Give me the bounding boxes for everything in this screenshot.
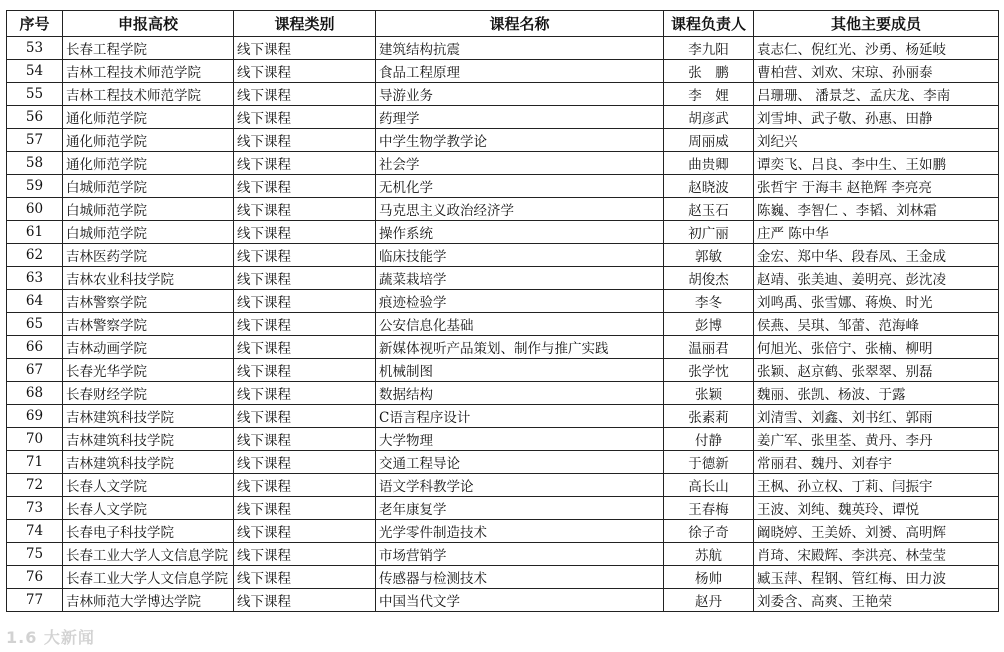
school-cell: 吉林医药学院 — [63, 244, 234, 267]
course-name-cell: 无机化学 — [376, 175, 664, 198]
table-row — [7, 129, 999, 152]
category-cell: 线下课程 — [234, 543, 376, 566]
table-row — [7, 313, 999, 336]
table-row — [7, 37, 999, 60]
members-cell: 曹柏营、刘欢、宋琼、孙丽泰 — [754, 60, 999, 83]
school-cell: 长春工程学院 — [63, 37, 234, 60]
table-body — [7, 37, 999, 612]
members-cell: 常丽君、魏丹、刘春宇 — [754, 451, 999, 474]
lead-cell: 张颖 — [664, 382, 754, 405]
course-name-cell: 市场营销学 — [376, 543, 664, 566]
table-row — [7, 589, 999, 612]
school-cell: 吉林工程技术师范学院 — [63, 60, 234, 83]
course-name-cell: 中国当代文学 — [376, 589, 664, 612]
course-name-cell: 导游业务 — [376, 83, 664, 106]
school-cell: 吉林师范大学博达学院 — [63, 589, 234, 612]
lead-cell: 李 娌 — [664, 83, 754, 106]
header-course-name: 课程名称 — [376, 11, 664, 37]
members-cell: 王波、刘纯、魏英玲、谭悦 — [754, 497, 999, 520]
course-name-cell: 食品工程原理 — [376, 60, 664, 83]
members-cell: 庄严 陈中华 — [754, 221, 999, 244]
school-cell: 吉林警察学院 — [63, 290, 234, 313]
school-cell: 白城师范学院 — [63, 221, 234, 244]
school-cell: 吉林警察学院 — [63, 313, 234, 336]
category-cell: 线下课程 — [234, 520, 376, 543]
seq-cell: 69 — [7, 405, 63, 428]
school-cell: 通化师范学院 — [63, 106, 234, 129]
category-cell: 线下课程 — [234, 129, 376, 152]
course-name-cell: 语文学科教学论 — [376, 474, 664, 497]
seq-cell: 62 — [7, 244, 63, 267]
lead-cell: 赵玉石 — [664, 198, 754, 221]
members-cell: 阚晓婷、王美娇、刘赟、高明辉 — [754, 520, 999, 543]
seq-cell: 61 — [7, 221, 63, 244]
members-cell: 肖琦、宋殿辉、李洪亮、林莹莹 — [754, 543, 999, 566]
category-cell: 线下课程 — [234, 405, 376, 428]
course-name-cell: 痕迹检验学 — [376, 290, 664, 313]
course-table — [6, 10, 999, 612]
course-name-cell: 操作系统 — [376, 221, 664, 244]
lead-cell: 王春梅 — [664, 497, 754, 520]
lead-cell: 周丽威 — [664, 129, 754, 152]
table-row — [7, 106, 999, 129]
table-row — [7, 451, 999, 474]
course-name-cell: C语言程序设计 — [376, 405, 664, 428]
members-cell: 刘清雪、刘鑫、刘书红、郭雨 — [754, 405, 999, 428]
category-cell: 线下课程 — [234, 589, 376, 612]
table-row — [7, 428, 999, 451]
seq-cell: 66 — [7, 336, 63, 359]
table-row — [7, 290, 999, 313]
members-cell: 吕珊珊、 潘景芝、孟庆龙、李南 — [754, 83, 999, 106]
table-row — [7, 221, 999, 244]
members-cell: 臧玉萍、程钢、管红梅、田力波 — [754, 566, 999, 589]
school-cell: 吉林建筑科技学院 — [63, 405, 234, 428]
seq-cell: 77 — [7, 589, 63, 612]
category-cell: 线下课程 — [234, 198, 376, 221]
table-row — [7, 382, 999, 405]
seq-cell: 59 — [7, 175, 63, 198]
category-cell: 线下课程 — [234, 60, 376, 83]
school-cell: 吉林建筑科技学院 — [63, 451, 234, 474]
school-cell: 吉林建筑科技学院 — [63, 428, 234, 451]
category-cell: 线下课程 — [234, 106, 376, 129]
school-cell: 通化师范学院 — [63, 152, 234, 175]
header-seq: 序号 — [7, 11, 63, 37]
course-name-cell: 马克思主义政治经济学 — [376, 198, 664, 221]
table-row — [7, 83, 999, 106]
lead-cell: 郭敏 — [664, 244, 754, 267]
school-cell: 吉林工程技术师范学院 — [63, 83, 234, 106]
members-cell: 张颖、赵京鹤、张翠翠、别磊 — [754, 359, 999, 382]
course-name-cell: 临床技能学 — [376, 244, 664, 267]
school-cell: 长春工业大学人文信息学院 — [63, 543, 234, 566]
lead-cell: 李九阳 — [664, 37, 754, 60]
members-cell: 何旭光、张倍宁、张楠、柳明 — [754, 336, 999, 359]
category-cell: 线下课程 — [234, 566, 376, 589]
table-row — [7, 359, 999, 382]
course-name-cell: 药理学 — [376, 106, 664, 129]
lead-cell: 彭博 — [664, 313, 754, 336]
school-cell: 吉林动画学院 — [63, 336, 234, 359]
lead-cell: 杨帅 — [664, 566, 754, 589]
course-name-cell: 光学零件制造技术 — [376, 520, 664, 543]
category-cell: 线下课程 — [234, 382, 376, 405]
lead-cell: 李冬 — [664, 290, 754, 313]
category-cell: 线下课程 — [234, 451, 376, 474]
lead-cell: 徐子奇 — [664, 520, 754, 543]
table-row — [7, 405, 999, 428]
table-row — [7, 60, 999, 83]
lead-cell: 赵晓波 — [664, 175, 754, 198]
course-name-cell: 传感器与检测技术 — [376, 566, 664, 589]
course-name-cell: 老年康复学 — [376, 497, 664, 520]
category-cell: 线下课程 — [234, 221, 376, 244]
course-name-cell: 新媒体视听产品策划、制作与推广实践 — [376, 336, 664, 359]
course-name-cell: 公安信息化基础 — [376, 313, 664, 336]
seq-cell: 75 — [7, 543, 63, 566]
course-name-cell: 中学生物学教学论 — [376, 129, 664, 152]
seq-cell: 72 — [7, 474, 63, 497]
members-cell: 刘雪坤、武子敬、孙惠、田静 — [754, 106, 999, 129]
lead-cell: 曲贵卿 — [664, 152, 754, 175]
category-cell: 线下课程 — [234, 37, 376, 60]
table-row — [7, 566, 999, 589]
school-cell: 长春光华学院 — [63, 359, 234, 382]
seq-cell: 71 — [7, 451, 63, 474]
members-cell: 刘鸣禹、张雪娜、蒋焕、时光 — [754, 290, 999, 313]
category-cell: 线下课程 — [234, 290, 376, 313]
category-cell: 线下课程 — [234, 336, 376, 359]
school-cell: 白城师范学院 — [63, 175, 234, 198]
school-cell: 长春人文学院 — [63, 474, 234, 497]
category-cell: 线下课程 — [234, 244, 376, 267]
members-cell: 谭奕飞、吕良、李中生、王如鹏 — [754, 152, 999, 175]
lead-cell: 付静 — [664, 428, 754, 451]
seq-cell: 74 — [7, 520, 63, 543]
table-header-row — [7, 11, 999, 37]
table-row — [7, 543, 999, 566]
seq-cell: 63 — [7, 267, 63, 290]
lead-cell: 张素莉 — [664, 405, 754, 428]
header-school: 申报高校 — [63, 11, 234, 37]
school-cell: 长春财经学院 — [63, 382, 234, 405]
category-cell: 线下课程 — [234, 83, 376, 106]
lead-cell: 苏航 — [664, 543, 754, 566]
lead-cell: 张 鹏 — [664, 60, 754, 83]
seq-cell: 58 — [7, 152, 63, 175]
school-cell: 长春电子科技学院 — [63, 520, 234, 543]
header-members: 其他主要成员 — [754, 11, 999, 37]
seq-cell: 55 — [7, 83, 63, 106]
seq-cell: 64 — [7, 290, 63, 313]
course-name-cell: 建筑结构抗震 — [376, 37, 664, 60]
header-lead: 课程负责人 — [664, 11, 754, 37]
members-cell: 侯燕、吴琪、邹蕾、范海峰 — [754, 313, 999, 336]
table-row — [7, 244, 999, 267]
category-cell: 线下课程 — [234, 474, 376, 497]
members-cell: 金宏、郑中华、段春凤、王金成 — [754, 244, 999, 267]
seq-cell: 67 — [7, 359, 63, 382]
members-cell: 袁志仁、倪红光、沙勇、杨延岐 — [754, 37, 999, 60]
seq-cell: 57 — [7, 129, 63, 152]
school-cell: 长春人文学院 — [63, 497, 234, 520]
table-row — [7, 175, 999, 198]
seq-cell: 60 — [7, 198, 63, 221]
header-category: 课程类别 — [234, 11, 376, 37]
table-row — [7, 520, 999, 543]
seq-cell: 76 — [7, 566, 63, 589]
seq-cell: 54 — [7, 60, 63, 83]
course-name-cell: 蔬菜栽培学 — [376, 267, 664, 290]
category-cell: 线下课程 — [234, 313, 376, 336]
seq-cell: 73 — [7, 497, 63, 520]
members-cell: 姜广军、张里荃、黄丹、李丹 — [754, 428, 999, 451]
members-cell: 刘纪兴 — [754, 129, 999, 152]
school-cell: 白城师范学院 — [63, 198, 234, 221]
seq-cell: 70 — [7, 428, 63, 451]
seq-cell: 56 — [7, 106, 63, 129]
members-cell: 刘委含、高爽、王艳荣 — [754, 589, 999, 612]
school-cell: 吉林农业科技学院 — [63, 267, 234, 290]
category-cell: 线下课程 — [234, 497, 376, 520]
table-row — [7, 152, 999, 175]
course-name-cell: 交通工程导论 — [376, 451, 664, 474]
course-name-cell: 社会学 — [376, 152, 664, 175]
members-cell: 陈巍、李智仁 、李韬、刘林霜 — [754, 198, 999, 221]
lead-cell: 高长山 — [664, 474, 754, 497]
seq-cell: 68 — [7, 382, 63, 405]
category-cell: 线下课程 — [234, 267, 376, 290]
members-cell: 王枫、孙立权、丁莉、闫振宇 — [754, 474, 999, 497]
lead-cell: 张学忱 — [664, 359, 754, 382]
lead-cell: 胡彦武 — [664, 106, 754, 129]
table-row — [7, 267, 999, 290]
seq-cell: 53 — [7, 37, 63, 60]
table-row — [7, 336, 999, 359]
members-cell: 张哲宇 于海丰 赵艳辉 李亮亮 — [754, 175, 999, 198]
course-name-cell: 大学物理 — [376, 428, 664, 451]
lead-cell: 胡俊杰 — [664, 267, 754, 290]
members-cell: 魏丽、张凯、杨波、于露 — [754, 382, 999, 405]
category-cell: 线下课程 — [234, 175, 376, 198]
table-row — [7, 474, 999, 497]
table-row — [7, 497, 999, 520]
school-cell: 长春工业大学人文信息学院 — [63, 566, 234, 589]
category-cell: 线下课程 — [234, 152, 376, 175]
lead-cell: 于德新 — [664, 451, 754, 474]
lead-cell: 温丽君 — [664, 336, 754, 359]
lead-cell: 初广丽 — [664, 221, 754, 244]
category-cell: 线下课程 — [234, 428, 376, 451]
category-cell: 线下课程 — [234, 359, 376, 382]
seq-cell: 65 — [7, 313, 63, 336]
lead-cell: 赵丹 — [664, 589, 754, 612]
course-name-cell: 数据结构 — [376, 382, 664, 405]
course-name-cell: 机械制图 — [376, 359, 664, 382]
members-cell: 赵靖、张美迪、姜明亮、彭沈凌 — [754, 267, 999, 290]
watermark-logo: 1.6 大新闻 — [6, 628, 95, 647]
school-cell: 通化师范学院 — [63, 129, 234, 152]
table-row — [7, 198, 999, 221]
